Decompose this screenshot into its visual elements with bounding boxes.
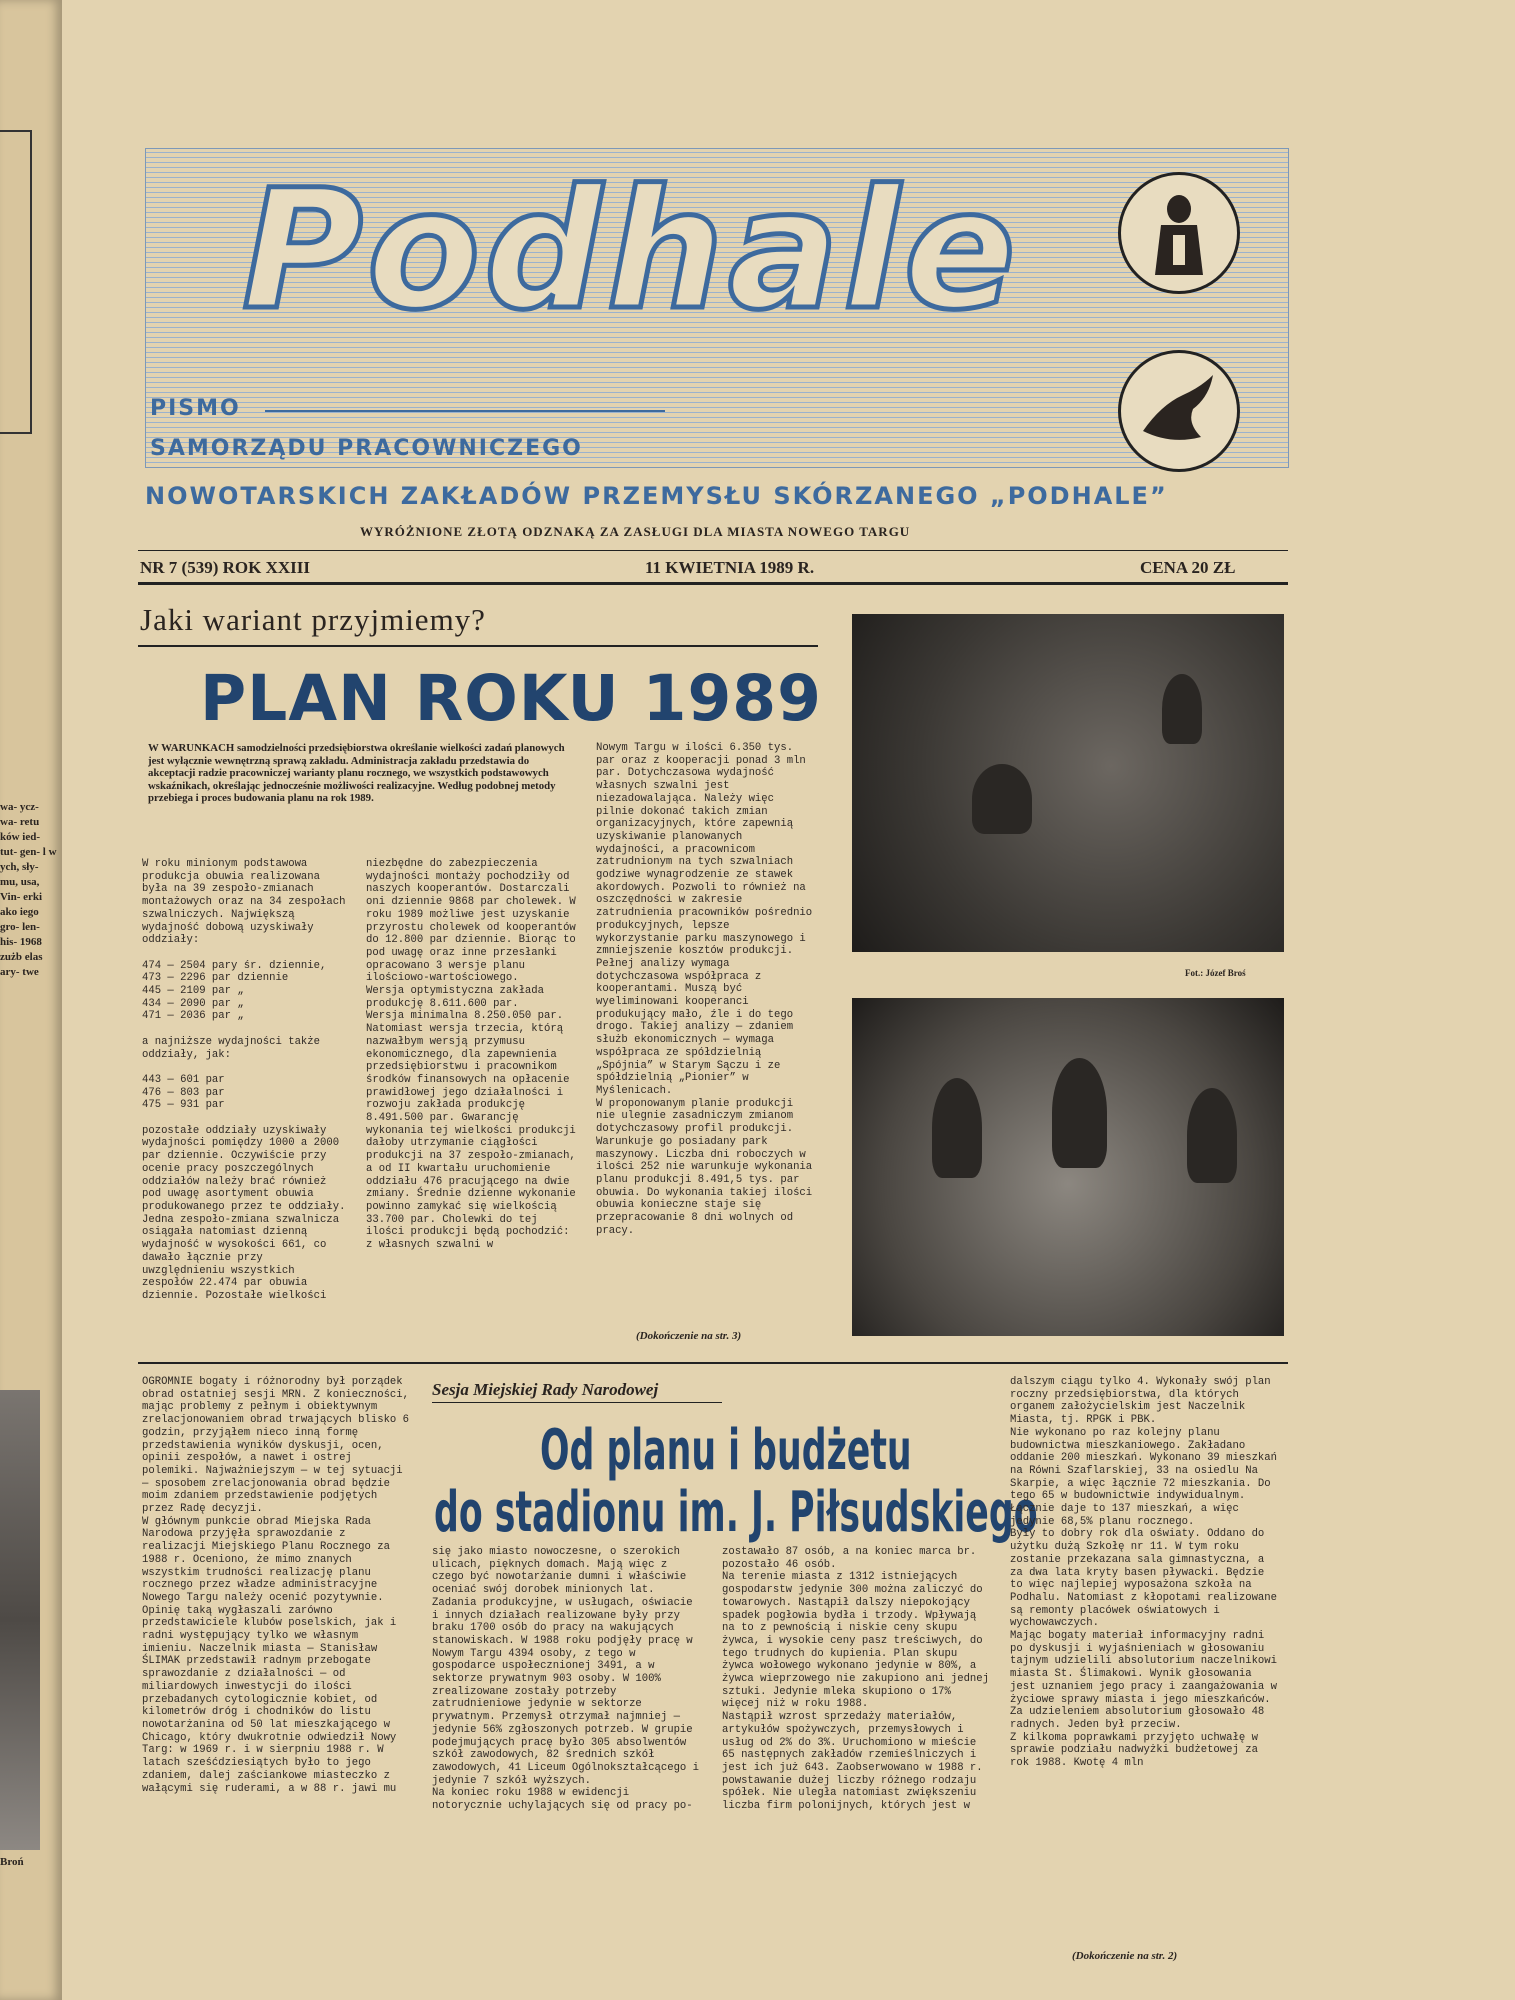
masthead-line2: SAMORZĄDU PRACOWNICZEGO — [150, 436, 583, 461]
article1-col3: Nowym Targu w ilości 6.350 tys. par oraz z kooperacji ponad 3 mln par. Dotychczasowa wydajność własnych szwalni jest niezadowalająca. Należy więc pilnie dokonać takich zmian organizacyjnych, które zapewnią uzyskiwanie planowanych wydajności, a pracownicom zatrudnionym na tych szwalniach godziwe wynagrodzenie ze stawek akordowych. Pozwoli to również na oszczędności w zakresie zatrudnienia pracowników pośrednio produkcyjnych, lepsze wykorzystanie parku maszynowego i zmniejszenie kosztów produkcji. Pełnej analizy wymaga dotychczasowa współpraca z kooperantami. Muszą być wyeliminowani kooperanci produkujący mało, źle i do tego drogo. Takiej analizy — zdaniem służb ekonomicznych — wymaga współpraca ze spółdzielnią „Spójnia” w Starym Sączu i ze spółdzielnią „Pionier” w Myślenicach. W proponowanym planie produkcji nie ulegnie zasadniczym zmianom dotychczasowy profil produkcji. Warunkuje go posiadany park maszynowy. Liczba dni roboczych w ilości 252 nie warunkuje wykonania planu produkcji 8.491,5 tys. par obuwia. Do wykonania takiej ilości obuwia konieczne staje się przepracowanie 8 dni wolnych od pracy. — [596, 742, 813, 1237]
article1-col1: W roku minionym podstawowa produkcja obuwia realizowana była na 39 zespoło-zmianach montażowych oraz na 34 zespołach szwalniczych. Największą wydajność dobową uzyskiwały oddziały: 474 — 2504 pary śr. dziennie, 473 — 2296 par dziennie 445 — 2109 par „ 434 — 2090 par „ 471 — 2036 par „ a najniższe wydajności także oddziały, jak: 443 — 601 par 476 — 803 par 475 — 931 par pozostałe oddziały uzyskiwały wydajności pomiędzy 1000 a 2000 par dziennie. Oczywiście przy ocenie pracy poszczególnych oddziałów należy brać również pod uwagę asortyment obuwia produkowanego przez te oddziały. Jedna zespoło-zmiana szwalnicza osiągała natomiast dzienną wydajność w wysokości 661, co dawało łącznie przy uwzględnieniu wszystkich zespołów 22.474 par obuwia dziennie. Pozostałe wielkości — [142, 858, 346, 1302]
worker-figure — [1162, 674, 1202, 744]
article2-continued: (Dokończenie na str. 2) — [1072, 1950, 1178, 1962]
article2-col-mid2: zostawało 87 osób, a na koniec marca br. pozostało 46 osób. Na terenie miasta z 1312 istniejących gospodarstw jedynie 300 można zaliczyć do towarowych. Nastąpił dalszy niepokojący spadek pogłowia bydła i trzody. Wpływają na to z pewnością i niskie ceny skupu żywca, i wysokie ceny pasz treściwych, do tego trudnych do kupienia. Plan skupu żywca wołowego wykonano jedynie w 80%, a żywca wieprzowego nie zakupiono ani jednej sztuki. Jedynie mleka skupiono o 17% więcej niż w roku 1988. Nastąpił wzrost sprzedaży materiałów, artykułów spożywczych, przemysłowych i usług od 2% do 3%. Uruchomiono w mieście 65 następnych zakładów rzemieślniczych i jest ich już 643. Zaobserwowano w 1988 r. powstawanie dużej liczby różnego rodzaju spółek. Nie uległa natomiast zwiększeniu liczba firm polonijnych, których jest w — [722, 1546, 990, 1813]
factory-photo-workers — [852, 998, 1284, 1336]
issue-date: 11 KWIETNIA 1989 R. — [645, 558, 815, 577]
worker-figure — [1187, 1088, 1237, 1183]
photo-credit: Fot.: Józef Broś — [1185, 968, 1246, 978]
issue-price: CENA 20 ZŁ — [1140, 558, 1236, 577]
section-rule — [138, 1362, 1288, 1364]
issue-number: NR 7 (539) ROK XXIII — [140, 558, 310, 577]
worker-figure — [932, 1078, 982, 1178]
worker-figure — [1052, 1058, 1107, 1168]
masthead-bottom-rule — [138, 550, 1288, 551]
adjacent-page-frame — [0, 130, 32, 434]
adjacent-page-edge — [0, 0, 64, 2000]
article1-col2: niezbędne do zabezpieczenia wydajności montaży pochodziły od naszych kooperantów. Dostarczali oni dziennie 9868 par cholewek. W roku 1989 możliwe jest uzyskanie przyrostu cholewek od kooperantów do 12.800 par dziennie. Biorąc to pod uwagę oraz inne przesłanki opracowano 3 wersje planu ilościowo-wartościowego. Wersja optymistyczna zakłada produkcję 8.611.600 par. Wersja minimalna 8.250.050 par. Natomiast wersja trzecia, którą nazwałbym wersją przymusu ekonomicznego, dla zapewnienia przedsiębiorstwu i pracownikom środków finansowych na opłacenie prawidłowej jego działalności i rozwoju zakłada produkcję 8.491.500 par. Gwarancję wykonania tej wielkości produkcji dałoby utrzymanie ciągłości produkcji na 37 zespoło-zmianach, a od II kwartału uruchomienie oddziału 476 pracującego na dwie zmiany. Średnie dzienne wykonanie powinno zamykać się wielkością 33.700 par. Cholewki do tej ilości produkcji będą pochodzić: z własnych szwalni w — [366, 858, 576, 1252]
article2-kicker: Sesja Miejskiej Rady Narodowej — [432, 1380, 659, 1399]
masthead-rule — [265, 410, 665, 412]
article2-col-mid1: się jako miasto nowoczesne, o szerokich ulicach, pięknych domach. Mają więc z czego być nowotarżanie dumni i właściwie oceniać swój dorobek minionych lat. Zadania produkcyjne, w usługach, oświacie i innych działach realizowane były przy braku 1700 osób do pracy na wakujących stanowiskach. W 1988 roku podjęły pracę w Nowym Targu 4394 osoby, z tego w gospodarce uspołecznionej 3491, a w sektorze prywatnym 903 osoby. W 100% zrealizowane zostały potrzeby zatrudnieniowe jedynie w sektorze prywatnym. Przemysł otrzymał najmniej — jedynie 56% zgłoszonych potrzeb. W grupie podejmujących pracę było 305 absolwentów szkół zawodowych, 82 średnich szkół zawodowych, 41 Liceum Ogólnokształcącego i jedynie 7 szkół wyższych. Na koniec roku 1988 w ewidencji notorycznie uchylających się od pracy po- — [432, 1546, 700, 1813]
kicker-rule — [138, 645, 818, 647]
saint-figure-icon — [1118, 172, 1240, 294]
article1-kicker: Jaki wariant przyjmiemy? — [140, 602, 486, 637]
adjacent-page-photo — [0, 1390, 40, 1850]
adjacent-page-text: wa- ycz- wa- retu ków ied- tut- gen- l w ych, sły- mu, usa, Vin- erki ako iego gro- len- his- 1968 zużb elas ary- twe — [0, 801, 57, 978]
article2-col-right: dalszym ciągu tylko 4. Wykonały swój plan roczny przedsiębiorstwa, dla których organem założycielskim jest Naczelnik Miasta, tj. RPGK i PBK. Nie wykonano po raz kolejny planu budownictwa mieszkaniowego. Zakładano oddanie 200 mieszkań. Wykonano 39 mieszkań na Równi Szaflarskiej, 33 na osiedlu Na Skarpie, a więc łącznie 72 mieszkania. Do tego 65 w budownictwie indywidualnym. Łącznie daje to 137 mieszkań, a więc jedynie 68,5% planu rocznego. Były to dobry rok dla oświaty. Oddano do użytku dużą Szkołę nr 11. W tym roku zostanie przekazana sala gimnastyczna, a za dwa lata kryty basen pływacki. Będzie to więc najlepiej wyposażona szkoła na Podhalu. Natomiast z kłopotami realizowane są remonty placówek oświatowych i wychowawczych. Mając bogaty materiał informacyjny radni po dyskusji i wyjaśnieniach w głosowaniu tajnym udzielili absolutorium naczelnikowi miasta St. Ślimakowi. Wynik głosowania jest uznaniem jego pracy i zaangażowania w życiowe sprawy miasta i jego mieszkańców. Za udzieleniem absolutorium głosowało 48 radnych. Jeden był przeciw. Z kilkoma poprawkami przyjęto uchwałę w sprawie podziału nadwyżki budżetowej za rok 1988. Kwotę 4 mln — [1010, 1376, 1278, 1770]
masthead-line3: NOWOTARSKICH ZAKŁADÓW PRZEMYSŁU SKÓRZANEGO „PODHALE” — [145, 482, 1168, 510]
award-line: WYRÓŻNIONE ZŁOTĄ ODZNAKĄ ZA ZASŁUGI DLA MIASTA NOWEGO TARGU — [360, 524, 911, 539]
article1-continued: (Dokończenie na str. 3) — [636, 1330, 742, 1342]
shoe-icon — [1118, 350, 1240, 472]
article1-headline: PLAN ROKU 1989 — [200, 662, 822, 735]
article2-headline1: Od planu i budżetu — [540, 1418, 912, 1483]
article2-kicker-rule — [432, 1402, 722, 1403]
article2-headline2: do stadionu im. J. Piłsudskiego — [434, 1480, 1038, 1545]
masthead-line1: PISMO — [150, 396, 241, 421]
article1-lead: W WARUNKACH samodzielności przedsiębiorstwa określanie wielkości zadań planowych jest wyłącznie wewnętrzną sprawą zakładu. Administracja zakładu przedstawia do akceptacji radzie pracowniczej warianty planu rocznego, we wszystkich podstawowych wskaźnikach, określając jednocześnie możliwości realizacyjne. Według podobnej metody przebiega i proces budowania planu na rok 1989. — [148, 742, 565, 805]
issue-rule — [138, 582, 1288, 585]
masthead-title: Podhale — [242, 154, 1020, 346]
adjacent-page-word: Broń — [0, 1856, 24, 1868]
article2-col-left: OGROMNIE bogaty i różnorodny był porządek obrad ostatniej sesji MRN. Z konieczności, mając problemy z pełnym i obiektywnym zrelacjonowaniem obrad trwających blisko 6 godzin, przyjąłem nieco inną formę przedstawienia wyników dyskusji, ocen, opinii zespołów, a nawet i ostrej polemiki. Najważniejszym — w tej sytuacji — sposobem zrelacjonowania obrad będzie moim zdaniem przedstawienie podjętych przez Radę decyzji. W głównym punkcie obrad Miejska Rada Narodowa przyjęła sprawozdanie z realizacji Miejskiego Planu Rocznego za 1988 r. Oceniono, że mimo znanych wszystkim trudności realizację planu rocznego przez władze administracyjne Nowego Targu należy ocenić pozytywnie. Opinię taką wygłaszali zarówno przedstawiciele klubów poselskich, jak i radni występujący tylko we własnym imieniu. Naczelnik miasta — Stanisław ŚLIMAK przedstawił radnym przebogate sprawozdanie z działalności — od miliardowych inwestycji do ilości przebadanych cytologicznie kobiet, od kilometrów dróg i chodników do listu nowotarżanina od 50 lat mieszkającego w Chicago, który dwukrotnie odwiedził Nowy Targ: w 1969 r. i w sierpniu 1988 r. W latach sześćdziesiątych było to jego zdaniem, dalej zaściankowe miasteczko z wałącymi się ruderami, a w 88 r. jawi mu — [142, 1376, 410, 1795]
factory-photo-machines — [852, 614, 1284, 952]
worker-figure — [972, 764, 1032, 834]
